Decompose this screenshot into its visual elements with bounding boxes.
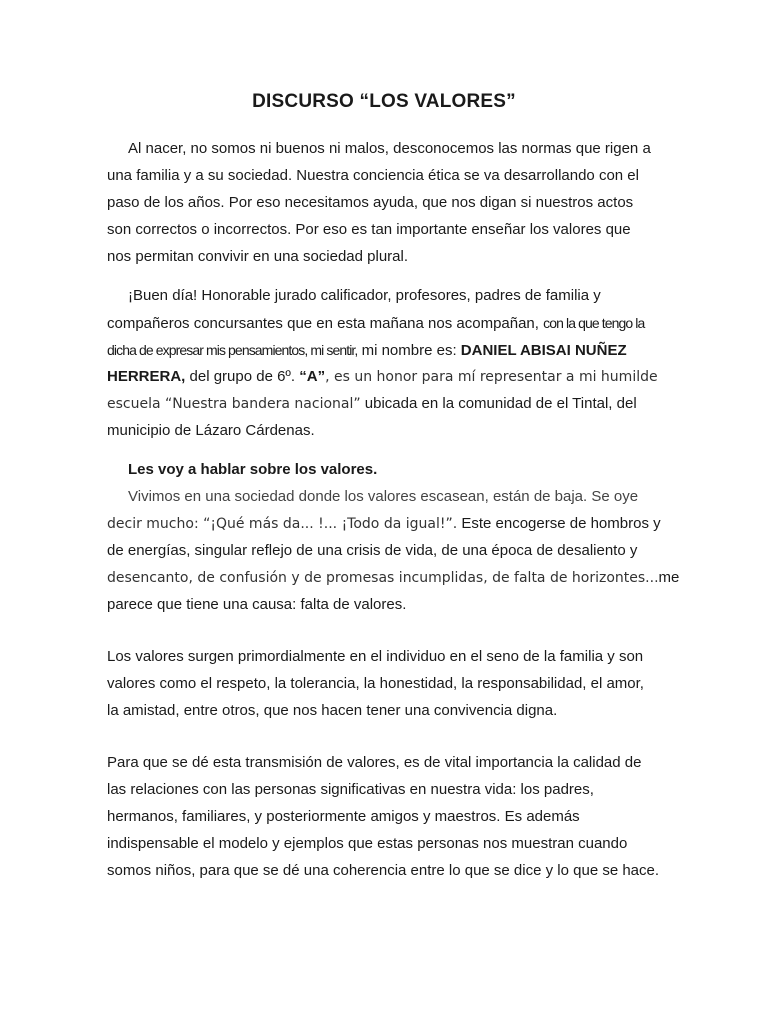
- paragraph-5-line-4: indispensable el modelo y ejemplos que estas personas nos muestran cuando: [107, 835, 628, 852]
- speaker-name-first: DANIEL ABISAI NUÑEZ: [460, 342, 627, 359]
- paragraph-3-line-5: parece que tiene una causa: falta de valores.: [107, 596, 407, 613]
- paragraph-1-line-3: paso de los años. Por eso necesitamos ayuda, que nos digan si nuestros actos: [107, 194, 634, 211]
- paragraph-2-line-6: municipio de Lázaro Cárdenas.: [107, 422, 315, 439]
- paragraph-2-line-3-narrow-text: dicha de expresar mis pensamientos, mi sentir,: [107, 342, 358, 358]
- paragraph-2-line-4-alt-text: , es un honor para mí representar a mi humilde: [325, 369, 658, 385]
- paragraph-1-line-2: una familia y a su sociedad. Nuestra conciencia ética se va desarrollando con el: [107, 167, 639, 184]
- paragraph-3-line-2: [107, 514, 667, 534]
- paragraph-1-line-5: nos permitan convivir en una sociedad plural.: [107, 248, 409, 265]
- paragraph-2-line-3-text: mi nombre es:: [357, 342, 461, 359]
- paragraph-2-line-1: ¡Buen día! Honorable jurado calificador, profesores, padres de familia y: [128, 287, 601, 304]
- paragraph-3-line-4-alt-text: desencanto, de confusión y de promesas incumplidas, de falta de horizontes...: [107, 570, 659, 586]
- paragraph-2-line-3: [107, 340, 667, 360]
- paragraph-2-line-4: [107, 367, 667, 387]
- paragraph-2-line-2: [107, 313, 667, 333]
- paragraph-2-line-2-narrow-text: con la que tengo la: [543, 315, 645, 331]
- paragraph-5-line-3: hermanos, familiares, y posteriormente amigos y maestros. Es además: [107, 808, 580, 825]
- paragraph-3-line-2-text: Este encogerse de hombros y: [457, 515, 661, 532]
- paragraph-3-line-4: [107, 568, 680, 588]
- paragraph-2-line-2-text: compañeros concursantes que en esta mañana nos acompañan,: [107, 315, 544, 332]
- paragraph-5-line-5: somos niños, para que se dé una coherencia entre lo que se dice y lo que se hace.: [107, 862, 660, 879]
- paragraph-4-line-2: valores como el respeto, la tolerancia, la honestidad, la responsabilidad, el amor,: [107, 675, 644, 692]
- paragraph-4-line-3: la amistad, entre otros, que nos hacen tener una convivencia digna.: [107, 702, 558, 719]
- group-letter: “A”: [299, 368, 326, 385]
- paragraph-2-line-4-text: del grupo de 6º.: [185, 368, 300, 385]
- paragraph-2-line-5: [107, 394, 667, 414]
- paragraph-2-line-5-text: ubicada en la comunidad de el Tintal, del: [360, 395, 637, 412]
- paragraph-1-line-4: son correctos o incorrectos. Por eso es tan importante enseñar los valores que: [107, 221, 631, 238]
- quote-text: decir mucho: “¡Qué más da... !... ¡Todo da igual!”.: [107, 516, 458, 532]
- section-subtitle: Les voy a hablar sobre los valores.: [128, 461, 378, 478]
- paragraph-5-line-2: las relaciones con las personas significativas en nuestra vida: los padres,: [107, 781, 594, 798]
- page-title: DISCURSO “LOS VALORES”: [252, 91, 516, 112]
- paragraph-5-line-1: Para que se dé esta transmisión de valores, es de vital importancia la calidad de: [107, 754, 642, 771]
- paragraph-3-line-1: Vivimos en una sociedad donde los valores escasean, están de baja. Se oye: [128, 488, 639, 505]
- school-name: escuela “Nuestra bandera nacional”: [107, 396, 361, 412]
- paragraph-4-line-1: Los valores surgen primordialmente en el individuo en el seno de la familia y son: [107, 648, 644, 665]
- speaker-name-last: HERRERA,: [107, 368, 186, 385]
- paragraph-3-line-3: de energías, singular reflejo de una crisis de vida, de una época de desaliento y: [107, 542, 638, 559]
- paragraph-1-line-1: Al nacer, no somos ni buenos ni malos, desconocemos las normas que rigen a: [128, 140, 651, 157]
- paragraph-3-line-4-text: me: [658, 569, 680, 586]
